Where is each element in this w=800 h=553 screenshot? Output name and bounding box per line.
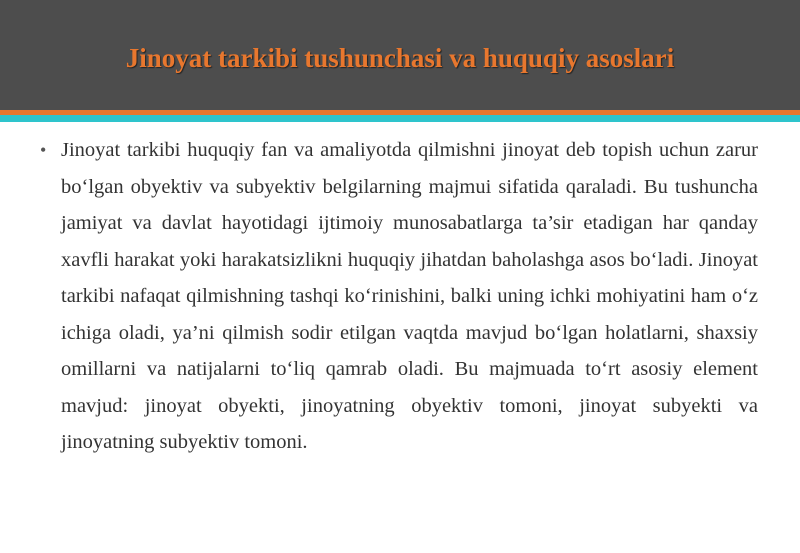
title-bar — [0, 0, 800, 110]
slide-title: Jinoyat tarkibi tushunchasi va huquqiy asoslari — [125, 43, 675, 73]
accent-stripe-teal — [0, 115, 800, 122]
bullet-paragraph: Jinoyat tarkibi huquqiy fan va amaliyotda qilmishni jinoyat deb topish uchun zarur bo‘lgan obyektiv va subyektiv belgilarning majmui sifatida qaraladi. Bu tushuncha jamiyat va davlat hayotidagi ijtimoiy munosabatlarga ta’sir etadigan har qanday xavfli harakat yoki harakatsizlikni huquqiy jihatdan baholashga asos bo‘ladi. Jinoyat tarkibi nafaqat qilmishning tashqi ko‘rinishini, balki uning ichki mohiyatini ham o‘z ichiga oladi, ya’ni qilmish sodir etilgan vaqtda mavjud bo‘lgan holatlarni, shaxsiy omillarni va natijalarni to‘liq qamrab oladi. Bu majmuada to‘rt asosiy element mavjud: jinoyat obyekti, jinoyatning obyektiv tomoni, jinoyat subyekti va jinoyatning subyektiv tomoni. — [61, 139, 758, 453]
bullet-icon: • — [40, 140, 47, 160]
